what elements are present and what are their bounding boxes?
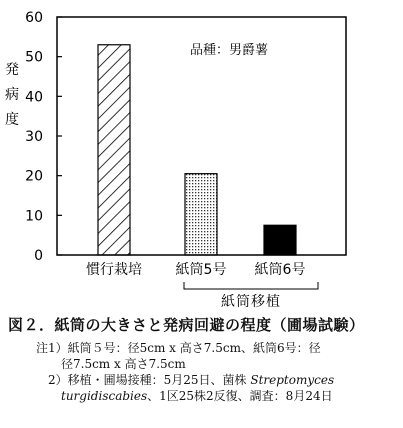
x-axis-labels — [86, 261, 305, 278]
y-label-char: 発 — [5, 62, 19, 78]
y-tick-label: 40 — [25, 89, 43, 106]
bar-3 — [264, 225, 296, 255]
note-2-rest: 、1区25株2反復、調査：8月24日 — [147, 389, 333, 403]
figure-caption: 図２．紙筒の大きさと発病回避の程度（圃場試験） — [8, 316, 365, 334]
bar-1 — [98, 45, 130, 255]
y-tick-label: 20 — [25, 168, 43, 185]
note-2-lead: 2）移植・圃場接種：5月25日、菌株 — [48, 373, 251, 387]
note-2-species-epithet: turgidiscabies — [61, 389, 148, 403]
y-tick-label: 30 — [25, 129, 43, 145]
note-1-continuation: 径7.5cm x 高さ7.5cm — [61, 357, 186, 371]
y-tick-label: 0 — [34, 248, 43, 264]
note-2-species: Streptomyces — [250, 373, 335, 387]
bars — [98, 45, 296, 255]
note-1: 注1）紙筒５号：径5cm x 高さ7.5cm、紙筒6号：径 — [36, 341, 321, 355]
y-tick-label: 50 — [25, 49, 43, 66]
x-tick-label: 紙筒6号 — [254, 262, 306, 278]
y-label-char: 病 — [5, 87, 19, 103]
bar-2 — [185, 174, 217, 255]
group-label: 紙筒移植 — [221, 294, 281, 310]
group-bracket — [184, 282, 318, 289]
note-2 — [36, 372, 401, 388]
y-tick-label: 10 — [25, 208, 43, 225]
y-tick-label: 60 — [25, 10, 43, 26]
note-2-continuation — [36, 388, 401, 404]
y-label-char: 度 — [5, 112, 19, 128]
y-axis-label — [5, 62, 19, 128]
x-tick-label: 慣行栽培 — [86, 262, 142, 278]
x-tick-label: 紙筒5号 — [175, 262, 227, 278]
variety-annotation: 品種：男爵薯 — [190, 43, 269, 58]
figure-notes — [36, 340, 401, 404]
